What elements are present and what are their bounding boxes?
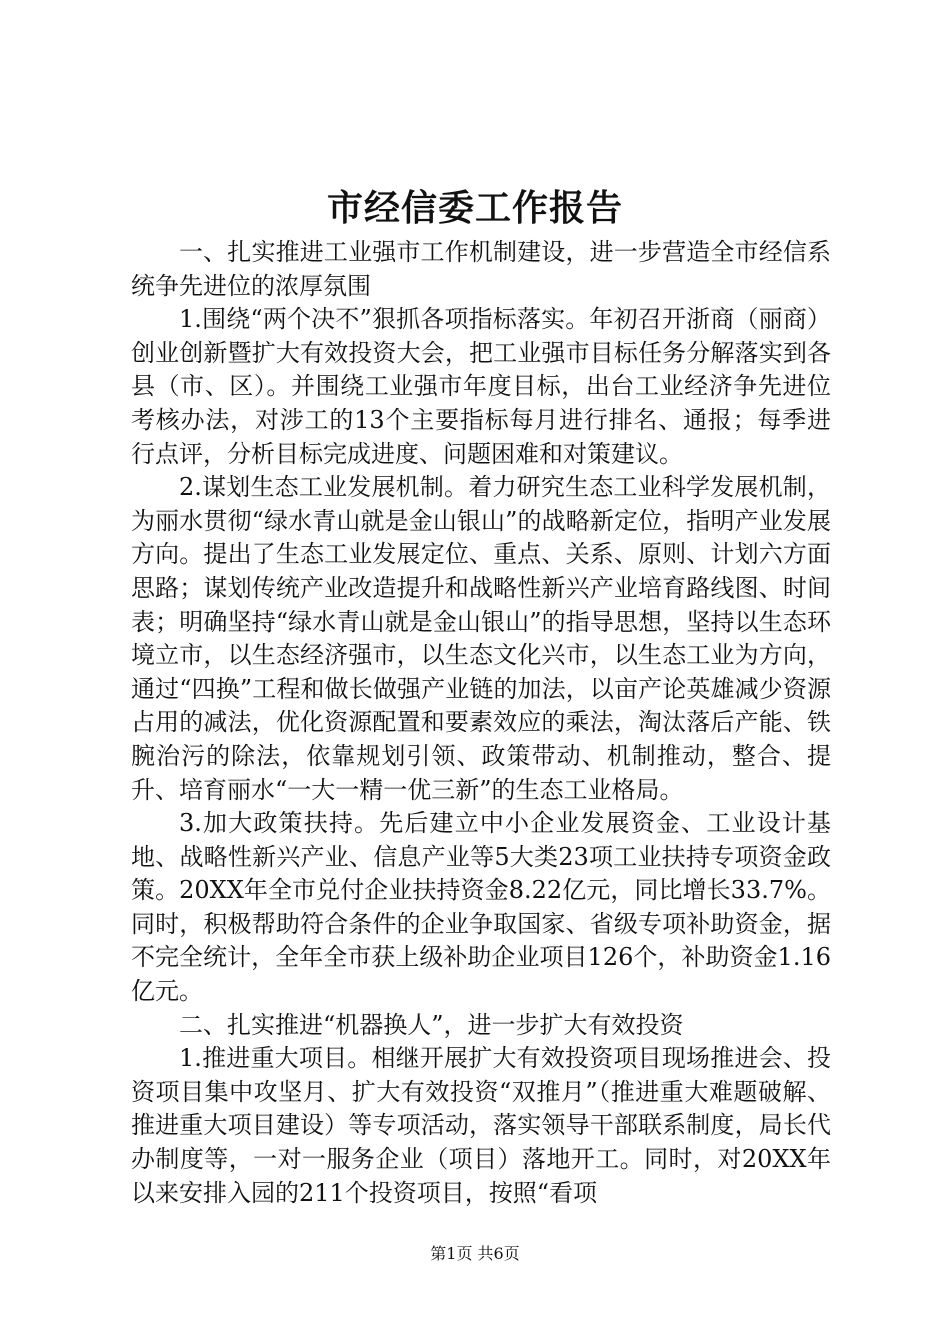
paragraph-1-2: 2.谋划生态工业发展机制。着力研究生态工业科学发展机制，为丽水贯彻“绿水青山就是金山银山”的战略新定位，指明产业发展方向。提出了生态工业发展定位、重点、关系、原则、计划六方面思路；谋划传统产业改造提升和战略性新兴产业培育路线图、时间表；明确坚持“绿水青山就是金山银山”的指导思想，坚持以生态环境立市，以生态经济强市，以生态文化兴市，以生态工业为方向，通过“四换”工程和做长做强产业链的加法，以亩产论英雄减少资源占用的减法，优化资源配置和要素效应的乘法，淘汰落后产能、铁腕治污的除法，依靠规划引领、政策带动、机制推动，整合、提升、培育丽水“一大一精一优三新”的生态工业格局。 bbox=[131, 473, 831, 804]
paragraph-2-1: 1.推进重大项目。相继开展扩大有效投资项目现场推进会、投资项目集中攻坚月、扩大有效投资“双推月”（推进重大难题破解、推进重大项目建设）等专项活动，落实领导干部联系制度，局长代办制度等，一对一服务企业（项目）落地开工。同时，对20XX年以来安排入园的211个投资项目，按照“看项 bbox=[131, 1044, 831, 1207]
page-number-footer: 第1页 共6页 bbox=[430, 1244, 520, 1263]
document-title: 市经信委工作报告 bbox=[326, 187, 623, 229]
section-heading-2: 二、扎实推进“机器换人”，进一步扩大有效投资 bbox=[179, 1010, 684, 1039]
section-heading-1: 一、扎实推进工业强市工作机制建设，进一步营造全市经信系统争先进位的浓厚氛围 bbox=[131, 238, 831, 300]
paragraph-1-3: 3.加大政策扶持。先后建立中小企业发展资金、工业设计基地、战略性新兴产业、信息产业等5大类23项工业扶持专项资金政策。20XX年全市兑付企业扶持资金8.22亿元，同比增长33.7%。同时，积极帮助符合条件的企业争取国家、省级专项补助资金，据不完全统计，全年全市获上级补助企业项目126个，补助资金1.16亿元。 bbox=[131, 809, 831, 1006]
paragraph-1-1: 1.围绕“两个决不”狠抓各项指标落实。年初召开浙商（丽商）创业创新暨扩大有效投资大会，把工业强市目标任务分解落实到各县（市、区）。并围绕工业强市年度目标，出台工业经济争先进位考核办法，对涉工的13个主要指标每月进行排名、通报；每季进行点评，分析目标完成进度、问题困难和对策建议。 bbox=[131, 305, 831, 468]
document-body bbox=[131, 236, 831, 1210]
